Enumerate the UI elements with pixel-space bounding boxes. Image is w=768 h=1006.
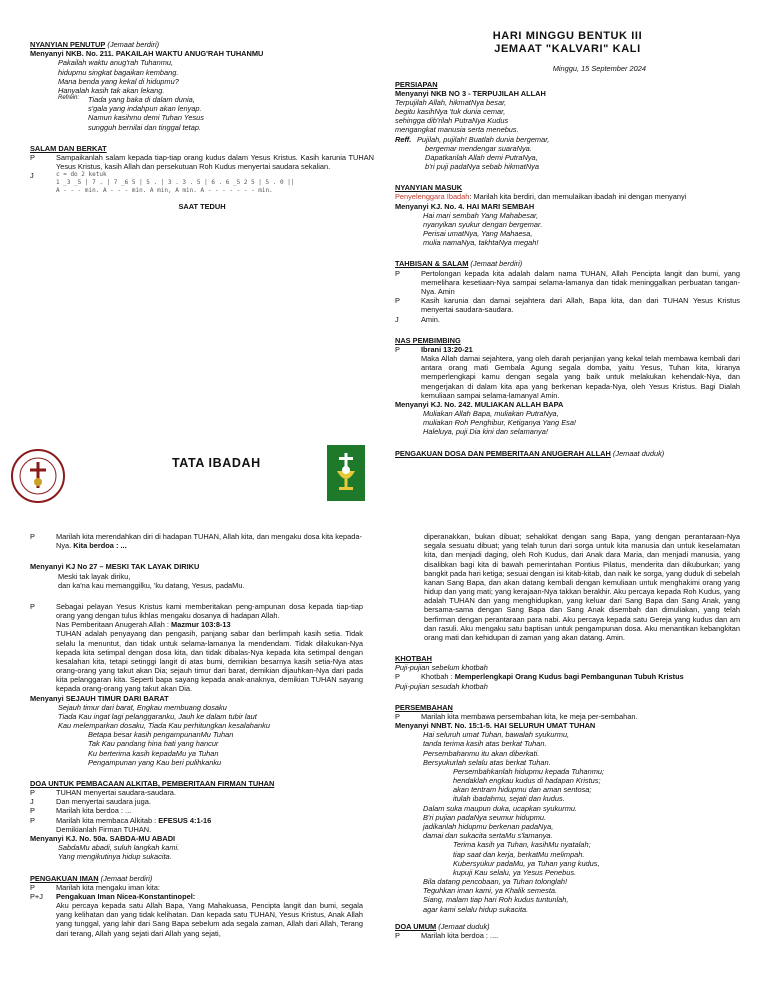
salam-berkat-heading: SALAM DAN BERKAT (30, 143, 107, 153)
nyanyian-masuk-leader: Penyelenggara Ibadah: Marilah kita berdiri, dan memulaikan ibadah ini dengan menyanyi (395, 192, 687, 202)
sermon: P Khotbah : Memperlengkapi Orang Kudus bagi Pembangunan Tubuh Kristus (395, 672, 684, 682)
liturgical-banner (327, 445, 365, 501)
nyanyian-penutup-song: Menyanyi NKB. No. 211. PAKAILAH WAKTU ANUG'RAH TUHANMU (30, 49, 264, 59)
persiapan-lyrics: Terpujilah Allah, hikmatNya besar, begitu kasihNya 'tuk dunia cemar, sehingga dib'rilah PutraNya Kudus mengangkat manusia serta menebus. (395, 97, 519, 135)
nyanyian-masuk-heading: NYANYIAN MASUK (395, 183, 463, 193)
nas-pembimbing-song: Menyanyi KJ. No. 242. MULIAKAN ALLAH BAPA (395, 399, 564, 409)
absolution: P Sebagai pelayan Yesus Kristus kami memberitakan peng-ampunan dosa kepada tiap-tiap orang yang dengan tulus ikhlas mengaku dosanya di hadapan Allah. Nas Pemberitaan Anugerah Allah : Mazmur 103:8-13 TUHAN adalah penyayang dan pengasih, panjang sabar dan berlimpah kasih setia. Tidak selalu la menuntut, dan tidak untuk selama-lamanya la mendendam. Tidak dilakukan-Nya kepada kita setimpal dengan dosa kita, dan tidak dibalas-Nya kepada kita setimpal dengan kesalahan kita, tetapi setinggi langit di atas bumi, demikian besarnya kasih setia-Nya atas orang-orang yang takut akan Dia; sejauh timur dari barat, demikian dijauhkan-Nya dari pada kita pelanggaran kita. Seperti bapa sayang kepada anak-anaknya, demikian TUHAN sayang kepada orang-orang yang takut akan Dia. (30, 601, 363, 694)
tahbisan-row: P Kasih karunia dan damai sejahtera dari Allah, Bapa kita, dan dari TUHAN Yesus Kristus menyertai saudara-saudara. (395, 296, 740, 315)
song-sejauh-timur-lyrics: Sejauh timur dari barat, Engkau membuang dosaku Tiada Kau ingat lagi pelanggaranku, Jauh ke dalam tubir laut Kau melemparkan dosaku, Tiada Kau perhitungkan kesalahanku Betapa besar kasih pengampunanMu Tuhan Tak Kau pandang hina hati yang hancur Ku berterima kasih kepadaMu ya Tuhan Pengampunan yang Kau beri pulihkanku (58, 702, 270, 767)
persembahan-lyrics: Hai seluruh umat Tuhan, bawalah syukurmu, tanda terima kasih atas berkat Tuhan. Persembahanmu itu akan diberkati. Bersyukurlah selalu atas berkat Tuhan. Persembahkanlah hidupmu kepada Tuhanmu; hendaklah engkau kudus di hadapan Kristus; akan tentram hidupmu dan aman sentosa; itulah ibadahmu, sejati dan kudus. Dalam suka maupun duka, ucapkan syukurmu. B'ri pujian padaNya seumur hidupmu. jadikanlah hidupmu berkenan padaNya, damai dan sukacita sertaMu s'lamanya. Terima kasih ya Tuhan, kasihMu nyatalah; tiap saat dan kerja, berkatMu melimpah. Kubersyukur padaMu, ya Tuhan yang kudus, kupuji Kau selalu, ya Yesus Penebus. Bila datang pencobaan, ya Tuhan tolonglah! Teguhkan iman kami, ya Khalik semesta. Siang, malam tiap hari Roh kudus tuntunlah, agar kami selalu hidup sukacita. (423, 730, 605, 914)
doa-pembacaan-row: P TUHAN menyertai saudara-saudara. (30, 788, 176, 798)
doa-pembacaan-heading: DOA UNTUK PEMBACAAN ALKITAB, PEMBERITAAN FIRMAN TUHAN (30, 778, 275, 788)
pengakuan-iman-p: P Marilah kita mengaku iman kita: (30, 882, 160, 892)
church-logo-icon (10, 448, 66, 504)
amin-notation: c = do 2 ketuk 1 _3 _5 | 7 . | 7 _6 5 | 5 . | 3 . 3 . 5 | 6 . 6 _5 2 5 | 5 . 0 || A - - - min. A - - - min. A min, A min. A - - - - - - - min. (56, 171, 295, 195)
song-sabdamu-abadi-lyrics: SabdaMu abadi, suluh langkah kami. Yang mengikutinya hidup sukacita. (58, 843, 180, 862)
tata-ibadah-title: TATA IBADAH (172, 456, 261, 470)
saat-teduh: SAAT TEDUH (178, 201, 226, 211)
doa-pembacaan-reading: P Marilah kita membaca Alkitab : EFESUS 4:1-16 Demikianlah Firman TUHAN. (30, 815, 212, 834)
refrein: Refrein: Tiada yang baka di dalam dunia, s'gala yang indahpun akan lenyap. Namun kasihmu demi Tuhan Yesus sungguh bernilai dan tinggal tetap. (58, 95, 204, 132)
salam-berkat-p: P Sampaikanlah salam kepada tiap-tiap orang kudus dalam Yesus Kristus. Kasih karunia TUHAN Yesus Kristus, kasih Allah dan persekutuan Roh Kudus menyertai saudara sekalian. (30, 152, 374, 172)
tahbisan-row: P Pertolongan kepada kita adalah dalam nama TUHAN, Allah Pencipta langit dan bumi, yang memelihara kesetiaan-Nya sampai selama-lamanya dan tidak meninggalkan perbuatan tangan-Nya. Amin (395, 268, 740, 296)
persiapan-song: Menyanyi NKB NO 3 - TERPUJILAH ALLAH (395, 88, 546, 98)
nas-pembimbing-lyrics: Muliakan Allah Bapa, muliakan PutraNya, muliakan Roh Penghibur, Ketiganya Yang Esa! Haleluya, puji Dia kini dan selamanya! (423, 409, 576, 437)
song-meski-tak-layak-lyrics: Meski tak layak diriku, dan ka'na kau memanggilku, 'ku datang, Yesus, padaMu. (58, 571, 245, 590)
salam-berkat-j: J c = do 2 ketuk 1 _3 _5 | 7 . | 7 _6 5 | 5 . | 3 . 3 . 5 | 6 . 6 _5 2 5 | 5 . 0 || A - - - min. A - - - min. A min, A min. A - - - - - - - min. (30, 171, 374, 195)
creed-continuation: diperanakkan, bukan dibuat; sehakikat dengan sang Bapa, yang dengan perantaraan-Nya segala sesuatu dibuat; yang telah turun dari sorga untuk kita manusia dan untuk keselamatan kita, dan menjadi daging, oleh Roh Kudus, dari Anak dara Maria, dan menjadi manusia, yang disalibkan bagi kita di bawah pemerintahan Pontius Pilatus, menderita dan dikuburkan; yang bangkit pada hari ketiga; sesuai dengan isi kitab-kitab, dan naik ke sorga, yang duduk di sebelah kanan Sang Bapa, dan akan datang kembali dengan kemuliaan untuk menghakimi orang yang hidup dan yang mati; yang kerajaan-Nya takkan berakhir. Aku percaya kepada Roh Kudus, yang adalah TUHAN dan yang menghidupkan, yang keluar dari Sang Bapa dan Sang Anak, yang bersama-sama dengan Sang Bapa dan Sang Anak disembah dan dimuliakan, yang telah berfirman dengan perantaraan para nabi. Aku percaya kepada satu Gereja yang kudus dan am dan rasuli. Aku mengaku satu baptisan untuk pengampunan dosa. Aku menantikan kebangkitan orang mati dan kehidupan di zaman yang akan datang. Amin. (424, 532, 740, 642)
pengakuan-dosa-heading: PENGAKUAN DOSA DAN PEMBERITAAN ANUGERAH ALLAH (Jemaat duduk) (395, 448, 665, 458)
top-right-column (395, 30, 740, 458)
nas-pembimbing-heading: NAS PEMBIMBING (395, 335, 461, 345)
song-sabdamu-abadi: Menyanyi KJ. No. 50a. SABDA-MU ABADI (30, 833, 176, 843)
persembahan-p: P Marilah kita membawa persembahan kita, ke meja per-sembahan. (395, 711, 638, 721)
tahbisan-row: J Amin. (395, 314, 440, 324)
doa-umum-heading: DOA UMUM (Jemaat duduk) (395, 921, 490, 931)
doa-pembacaan-row: J Dan menyertai saudara juga. (30, 797, 151, 807)
persiapan-heading: PERSIAPAN (395, 79, 438, 89)
chalice-icon (327, 445, 365, 501)
song-meski-tak-layak: Menyanyi KJ No 27 – MESKI TAK LAYAK DIRIKU (30, 562, 200, 572)
pre-sermon-praise: Puji-pujian sebelum khotbah (395, 663, 488, 673)
page-title: HARI MINGGU BENTUK III JEMAAT "KALVARI" KALI (492, 30, 643, 56)
pengakuan-iman-heading: PENGAKUAN IMAN (Jemaat berdiri) (30, 873, 153, 883)
pengakuan-iman-pj: P+J Pengakuan Iman Nicea-Konstantinopel: (30, 891, 196, 901)
nyanyian-penutup-heading: NYANYIAN PENUTUP (Jemaat berdiri) (30, 40, 160, 49)
bottom-left-column (30, 532, 363, 938)
doa-pembacaan-row: P Marilah kita berdoa : ... (30, 806, 132, 816)
persembahan-heading: PERSEMBAHAN (395, 702, 453, 712)
service-date: Minggu, 15 September 2024 (552, 64, 646, 74)
persiapan-reff: Reff. Pujilah, pujilah! Buatlah dunia bergemar, bergemar mendengar suaraNya. Dapatkanlah Allah demi PutraNya, b'ri puji padaNya sebab hikmatNya (395, 134, 550, 172)
bottom-right-column (395, 532, 740, 940)
nyanyian-masuk-lyrics: Hai mari sembah Yang Mahabesar, nyanyikan syukur dengan bergemar. Perisai umatNya, Yang Mahaesa, mulia namaNya, takhtaNya megah! (423, 210, 543, 248)
post-sermon-praise: Puji-pujian sesudah khotbah (395, 681, 488, 691)
song-sejauh-timur: Menyanyi SEJAUH TIMUR DARI BARAT (30, 693, 169, 703)
nyanyian-masuk-song: Menyanyi KJ. No. 4. HAI MARI SEMBAH (395, 201, 535, 211)
creed-text: Aku percaya kepada satu Allah Bapa, Yang Mahakuasa, Pencipta langit dan bumi, segala yang kelihatan dan yang tidak kelihatan. Dan kepada satu TUHAN, Yesus Kristus, Anak Allah yang tunggal, yang lahir dari Sang Bapa sebelum ada segala zaman, Allah dari Allah, Terang dari terang, Allah yang sejati dari Allah yang sejati, (56, 901, 363, 938)
nas-pembimbing-p: P Ibrani 13:20-21 Maka Allah damai sejahtera, yang oleh darah perjanjian yang kekal telah membawa kembali dari antara orang mati Gembala Agung segala domba, yaitu Yesus, Tuhan kita, kiranya memperlengkapi kamu dengan segala yang baik untuk melakukan kehendak-Nya, dan mengerjakan di dalam kita apa yang berkenan kepada-Nya, oleh Yesus Kristus. Bagi Dialah kemuliaan sampai selama-lamanya! Amin. (395, 344, 740, 400)
khotbah-heading: KHOTBAH (395, 654, 432, 664)
doa-umum-p: P Marilah kita berdoa : .... (395, 930, 499, 940)
tahbisan-heading: TAHBISAN & SALAM (Jemaat berdiri) (395, 259, 523, 269)
nyanyian-penutup-lyrics: Pakailah waktu anug'rah Tuhanmu, hidupmu singkat bagaikan kembang. Mana benda yang kekal di hidupmu? Hanyalah kasih tak akan lekang. (58, 58, 179, 95)
persembahan-song: Menyanyi NNBT. No. 15:1-5. HAI SELURUH UMAT TUHAN (395, 721, 596, 731)
confession-invite: P Marilah kita merendahkan diri di hadapan TUHAN, Allah kita, dan mengaku dosa kita kepada-Nya. Kita berdoa : ... (30, 532, 362, 551)
top-left-column (30, 40, 374, 211)
